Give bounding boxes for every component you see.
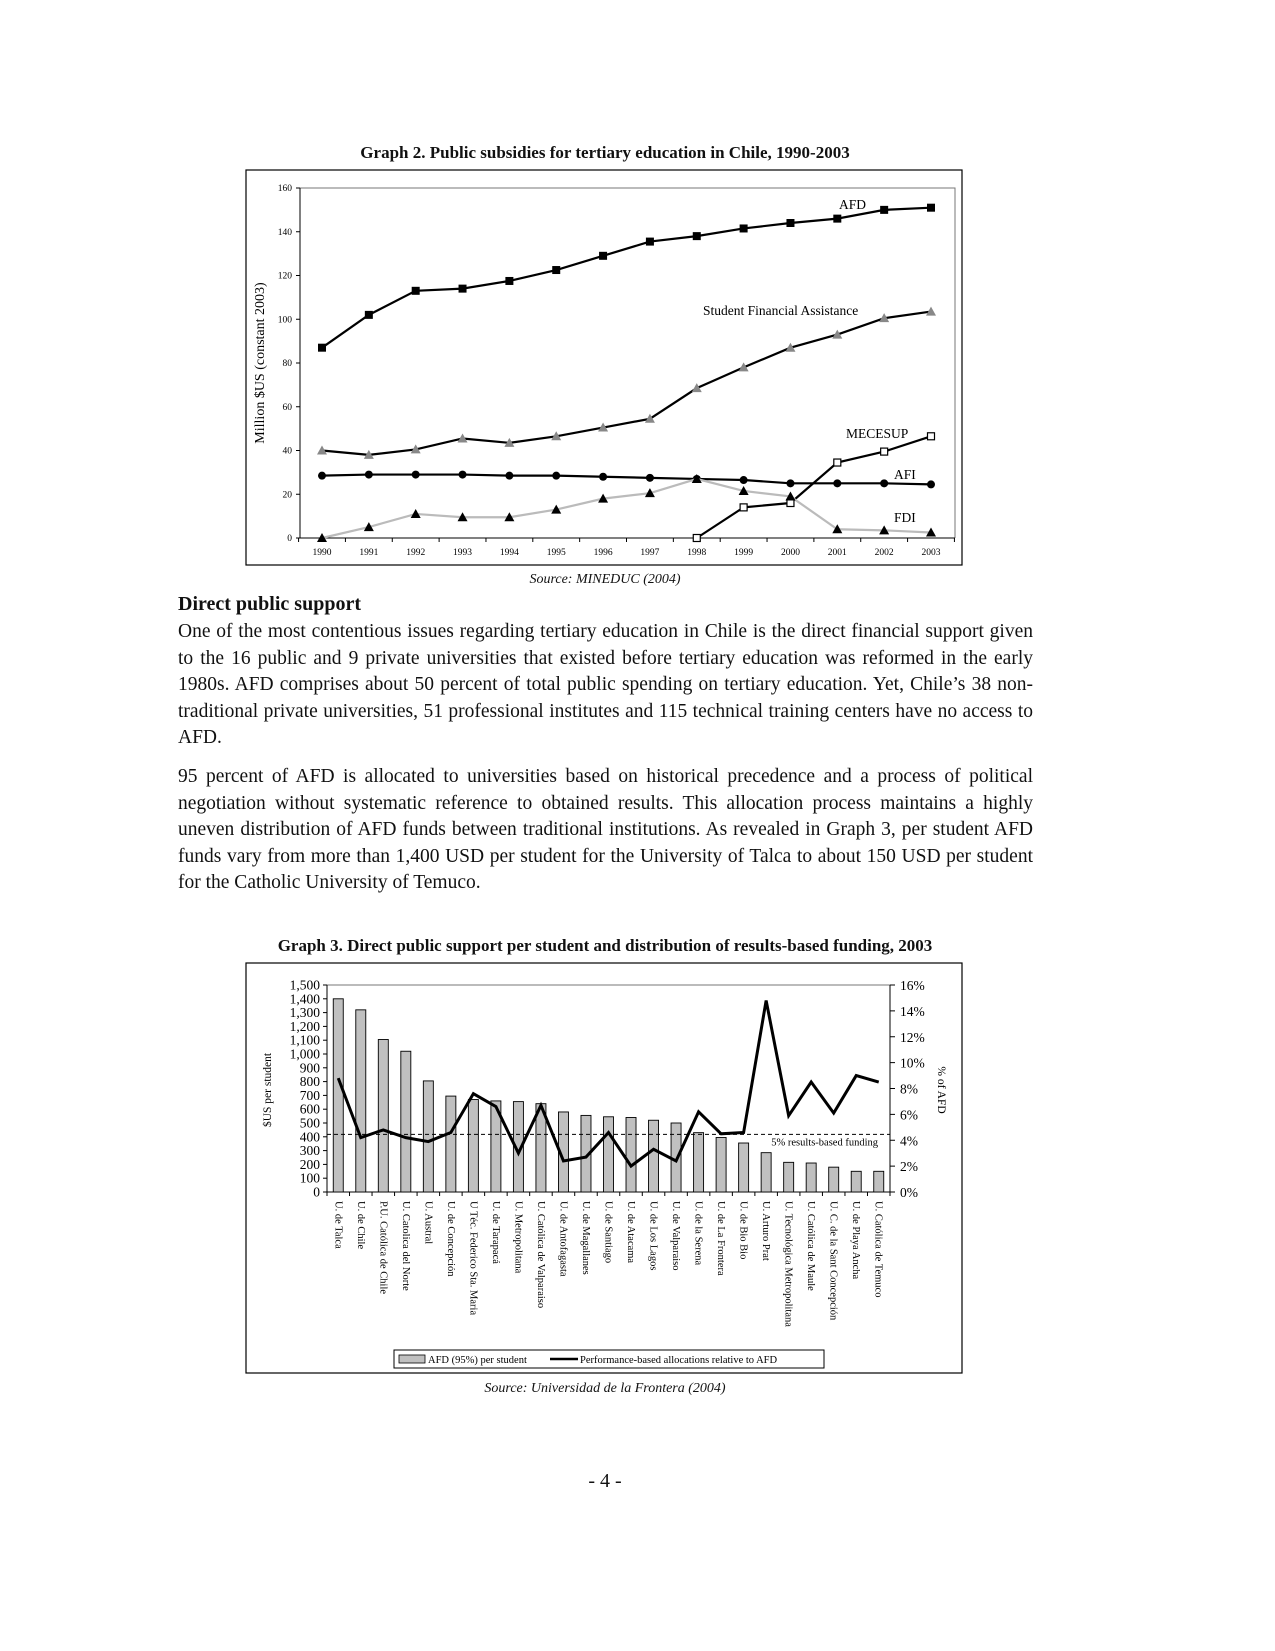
y-tick-label: 100 — [299, 1170, 320, 1186]
y-tick-label: 200 — [299, 1156, 320, 1172]
y-tick-label: 700 — [299, 1087, 320, 1103]
graph2-chart — [245, 169, 963, 565]
x-tick-label: 1994 — [499, 548, 519, 558]
paragraph-2: 95 percent of AFD is allocated to universities based on historical precedence and a process of political negotiation without systematic reference to obtained results. This allocation process maintains a highly uneven distribution of AFD funds between traditional institutions. As revealed in Graph 3, per student AFD funds vary from more than 1,400 USD per student for the University of Talca to about 150 USD per student for the Catholic University of Temuco. — [178, 766, 1033, 894]
y-tick-label: 300 — [299, 1143, 320, 1159]
square-marker-icon — [786, 219, 794, 227]
category-label: U. de Bio Bio — [737, 1201, 749, 1260]
square-marker-icon — [880, 206, 888, 214]
open-square-marker-icon — [834, 459, 841, 466]
y-axis-label-right: % of AFD — [935, 1066, 947, 1114]
category-label: U. Católica de Temuco — [872, 1201, 884, 1298]
y-tick-label-right: 2% — [900, 1159, 918, 1175]
y-tick-label: 1,100 — [289, 1032, 320, 1048]
y-tick-label: 600 — [299, 1101, 320, 1117]
square-marker-icon — [646, 238, 654, 246]
category-label: U. Catolica del Norte — [399, 1201, 411, 1291]
open-square-marker-icon — [740, 504, 747, 511]
category-label: U. de la Serena — [692, 1201, 704, 1266]
series-label: Student Financial Assistance — [703, 303, 859, 318]
graph3-svg — [245, 962, 963, 1374]
square-marker-icon — [833, 215, 841, 223]
circle-marker-icon — [880, 479, 888, 487]
bar — [604, 1117, 614, 1192]
y-tick-label: 500 — [299, 1115, 320, 1131]
bar — [649, 1120, 659, 1192]
x-tick-label: 1999 — [734, 548, 754, 558]
category-label: U. de La Frontera — [715, 1201, 727, 1276]
graph2-svg — [245, 169, 963, 567]
category-label: U. de Atacama — [625, 1201, 637, 1264]
bar — [806, 1163, 816, 1192]
y-tick-label-right: 4% — [900, 1133, 918, 1149]
y-tick-label: 0 — [313, 1184, 320, 1200]
category-label: U. de Playa Ancha — [850, 1201, 862, 1280]
bar — [784, 1162, 794, 1192]
square-marker-icon — [365, 311, 373, 319]
bar — [874, 1171, 884, 1192]
y-axis-label: Million $US (constant 2003) — [253, 282, 268, 444]
circle-marker-icon — [412, 471, 420, 479]
y-tick-label: 0 — [287, 534, 292, 544]
y-tick-label: 1,200 — [289, 1018, 320, 1034]
category-label: U. de Chile — [354, 1201, 366, 1250]
y-tick-label: 900 — [299, 1060, 320, 1076]
section-heading: Direct public support — [178, 593, 361, 615]
circle-marker-icon — [459, 471, 467, 479]
circle-marker-icon — [786, 479, 794, 487]
square-marker-icon — [740, 224, 748, 232]
bar — [851, 1171, 861, 1192]
y-tick-label: 20 — [282, 490, 292, 501]
x-tick-label: 1997 — [640, 548, 660, 558]
circle-marker-icon — [599, 473, 607, 481]
square-marker-icon — [412, 287, 420, 295]
x-tick-label: 1995 — [546, 548, 566, 558]
circle-marker-icon — [646, 474, 654, 482]
bar — [829, 1167, 839, 1192]
bar — [446, 1096, 456, 1192]
category-label: U. Tecnológica Metropolitana — [782, 1201, 794, 1327]
category-label: U Téc. Federico Sta. Maria — [467, 1201, 479, 1316]
y-tick-label: 1,000 — [289, 1046, 320, 1062]
x-tick-label: 1998 — [687, 548, 707, 558]
bar — [378, 1040, 388, 1192]
circle-marker-icon — [740, 476, 748, 484]
bar — [626, 1117, 636, 1192]
category-label: U. Austral — [422, 1201, 434, 1245]
category-label: U. Católica de Maule — [805, 1201, 817, 1291]
x-tick-label: 1992 — [406, 548, 426, 558]
y-tick-label-right: 12% — [900, 1029, 925, 1045]
y-axis-label-left: $US per student — [262, 1052, 274, 1128]
category-label: U. de Tarapacá — [489, 1201, 501, 1264]
bar — [761, 1153, 771, 1192]
open-square-marker-icon — [928, 433, 935, 440]
circle-marker-icon — [365, 471, 373, 479]
y-tick-label: 140 — [277, 227, 292, 238]
y-tick-label: 80 — [282, 359, 292, 369]
bar — [333, 999, 343, 1192]
square-marker-icon — [505, 277, 513, 285]
legend-line-label: Performance-based allocations relative to AFD — [580, 1355, 778, 1366]
circle-marker-icon — [318, 472, 326, 480]
y-tick-label-right: 10% — [900, 1055, 925, 1071]
bar — [694, 1133, 704, 1192]
graph3-caption: Graph 3. Direct public support per student and distribution of results-based funding, 2003 — [277, 936, 933, 955]
y-tick-label: 400 — [299, 1129, 320, 1145]
y-tick-label-right: 16% — [900, 978, 925, 993]
y-tick-label-right: 0% — [900, 1185, 918, 1200]
circle-marker-icon — [927, 480, 935, 488]
y-tick-label: 160 — [277, 184, 292, 194]
category-label: U. de Talca — [332, 1201, 344, 1249]
page-number: - 4 - — [588, 1470, 622, 1492]
category-label: U. Metropolitana — [512, 1201, 524, 1274]
y-tick-label: 100 — [277, 315, 292, 326]
series-label: AFI — [894, 467, 916, 482]
x-tick-label: 2001 — [827, 548, 847, 558]
x-tick-label: 2003 — [921, 548, 941, 558]
category-label: P.U. Católica de Chile — [377, 1201, 389, 1295]
square-marker-icon — [552, 266, 560, 274]
bar — [401, 1051, 411, 1192]
y-tick-label: 60 — [282, 402, 292, 413]
circle-marker-icon — [833, 479, 841, 487]
bar — [423, 1081, 433, 1192]
square-marker-icon — [318, 344, 326, 352]
series-label: FDI — [894, 510, 916, 525]
open-square-marker-icon — [693, 535, 700, 542]
square-marker-icon — [927, 204, 935, 212]
category-label: U. de Los Lagos — [647, 1201, 659, 1271]
square-marker-icon — [599, 252, 607, 260]
y-tick-label: 800 — [299, 1074, 320, 1090]
circle-marker-icon — [505, 472, 513, 480]
x-tick-label: 1993 — [453, 548, 473, 558]
reference-line-label: 5% results-based funding — [771, 1137, 878, 1149]
open-square-marker-icon — [881, 448, 888, 455]
category-label: U. de Valparaiso — [670, 1201, 682, 1271]
x-tick-label: 1990 — [312, 548, 332, 558]
graph3-source: Source: Universidad de la Frontera (2004) — [484, 1381, 726, 1396]
paragraph-1: One of the most contentious issues regarding tertiary education in Chile is the direct financial support given to the 16 public and 9 private universities that existed before tertiary education was reformed in the early 1980s. AFD comprises about 50 percent of total public spending on tertiary education. Yet, Chile’s 38 non-traditional private universities, 51 professional institutes and 115 technical training centers have no access to AFD. — [178, 621, 1033, 749]
category-label: U. Arturo Prat — [760, 1201, 772, 1261]
open-square-marker-icon — [787, 500, 794, 507]
bar — [716, 1137, 726, 1192]
chart-frame — [246, 170, 962, 565]
bar — [356, 1010, 366, 1192]
series-label: AFD — [839, 197, 867, 212]
x-tick-label: 1996 — [593, 548, 613, 558]
x-tick-label: 2002 — [874, 548, 894, 558]
bar — [739, 1143, 749, 1192]
legend-bar-swatch-icon — [399, 1355, 425, 1363]
y-tick-label: 1,300 — [289, 1005, 320, 1021]
y-tick-label-right: 6% — [900, 1107, 918, 1123]
y-tick-label: 120 — [277, 271, 292, 282]
y-tick-label: 40 — [282, 446, 292, 457]
category-label: U. de Concepción — [444, 1201, 456, 1277]
y-tick-label: 1,400 — [289, 991, 320, 1007]
y-tick-label: 1,500 — [289, 977, 320, 993]
legend-bars-label: AFD (95%) per student — [428, 1355, 527, 1366]
category-label: U. C. de la Sant Concepción — [827, 1201, 839, 1321]
category-label: U. Católica de Valparaiso — [534, 1201, 546, 1309]
graph2-caption: Graph 2. Public subsidies for tertiary education in Chile, 1990-2003 — [360, 143, 850, 162]
square-marker-icon — [693, 232, 701, 240]
x-tick-label: 1991 — [359, 548, 379, 558]
category-label: U. de Magallanes — [579, 1201, 591, 1275]
y-tick-label-right: 8% — [900, 1081, 918, 1097]
graph3-chart — [245, 962, 963, 1373]
series-label: MECESUP — [846, 426, 909, 441]
circle-marker-icon — [552, 472, 560, 480]
y-tick-label-right: 14% — [900, 1003, 925, 1019]
category-label: U. de Antofagasta — [557, 1201, 569, 1277]
square-marker-icon — [459, 285, 467, 293]
category-label: U. de Santiago — [602, 1201, 614, 1264]
bar — [468, 1100, 478, 1192]
graph2-source: Source: MINEDUC (2004) — [529, 572, 681, 587]
x-tick-label: 2000 — [780, 548, 800, 558]
